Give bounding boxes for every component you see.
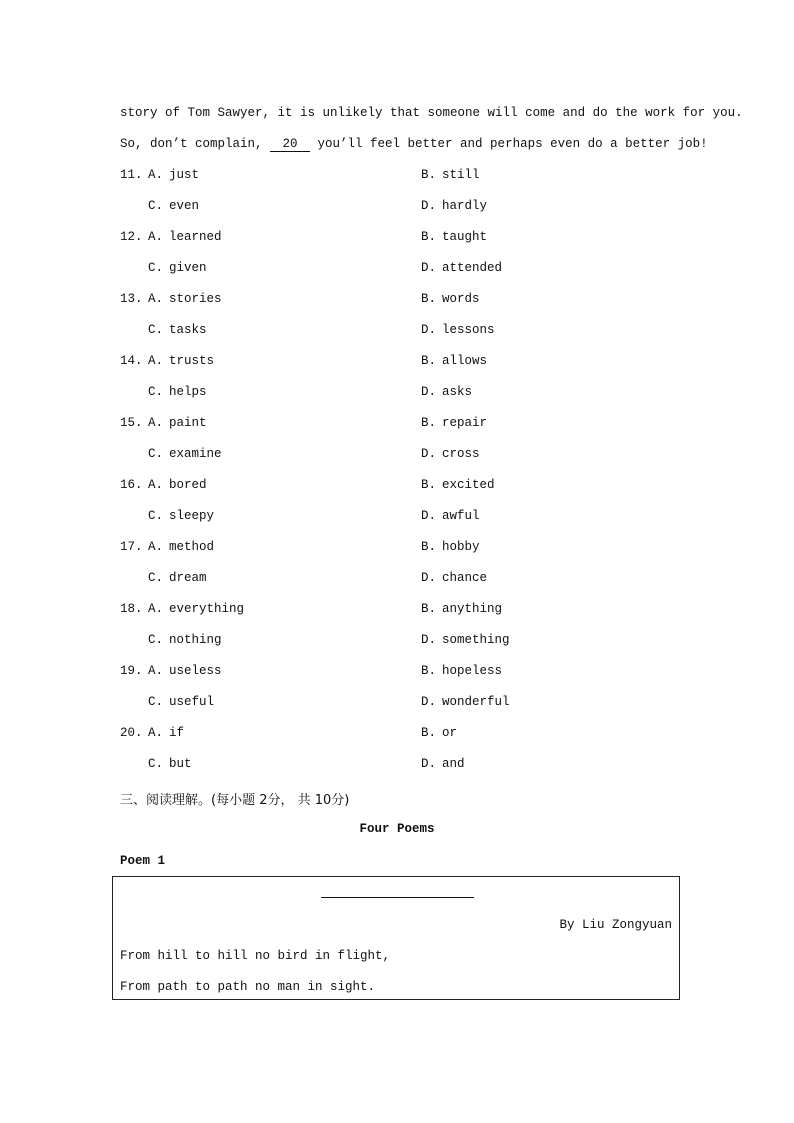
option-label: A.: [148, 602, 164, 616]
option-text: hobby: [442, 540, 480, 554]
option: [148, 166, 199, 184]
option: [148, 476, 207, 494]
option-text: stories: [169, 292, 222, 306]
question-number: 16.: [120, 478, 143, 492]
option-label: C.: [148, 199, 164, 213]
option-text: even: [169, 199, 200, 213]
option: [148, 445, 222, 463]
option: [148, 662, 222, 680]
option: [421, 414, 487, 432]
option-text: learned: [169, 230, 222, 244]
option-label: C.: [148, 323, 164, 337]
question-row: [120, 538, 690, 569]
question-row: [120, 197, 690, 228]
option-text: asks: [442, 385, 473, 399]
option: [421, 631, 510, 649]
option: [421, 197, 487, 215]
question-row: [120, 569, 690, 600]
option-text: attended: [442, 261, 503, 275]
option-label: D.: [421, 633, 437, 647]
option-label: A.: [148, 230, 164, 244]
option-text: if: [169, 726, 185, 740]
option: [421, 166, 480, 184]
option-label: A.: [148, 540, 164, 554]
option-text: something: [442, 633, 510, 647]
option-text: wonderful: [442, 695, 510, 709]
option-text: hardly: [442, 199, 488, 213]
passage-line-2: [120, 135, 708, 166]
option: [148, 507, 214, 525]
question-row: [120, 259, 690, 290]
option: [148, 414, 207, 432]
question-row: [120, 693, 690, 724]
option-text: trusts: [169, 354, 215, 368]
question-number: 13.: [120, 292, 143, 306]
option-label: D.: [421, 323, 437, 337]
question-row: [120, 755, 690, 786]
question-number: 20.: [120, 726, 143, 740]
question-row: [120, 383, 690, 414]
option: [421, 321, 495, 339]
option-text: useless: [169, 664, 222, 678]
option: [421, 290, 480, 308]
option: [148, 352, 214, 370]
option-label: B.: [421, 726, 437, 740]
option-label: B.: [421, 602, 437, 616]
option-label: B.: [421, 664, 437, 678]
option-text: awful: [442, 509, 480, 523]
poem-1-label: Poem 1: [120, 854, 166, 868]
reading-title: Four Poems: [359, 822, 435, 836]
blank-20: 20: [270, 137, 310, 152]
option-text: tasks: [169, 323, 207, 337]
option-label: B.: [421, 540, 437, 554]
option-label: D.: [421, 447, 437, 461]
passage-line-2-after: you’ll feel better and perhaps even do a better job!: [310, 137, 708, 151]
option: [421, 259, 502, 277]
option-label: D.: [421, 757, 437, 771]
option-label: A.: [148, 478, 164, 492]
question-number: 19.: [120, 664, 143, 678]
question-row: [120, 290, 690, 321]
option-text: cross: [442, 447, 480, 461]
option-text: bored: [169, 478, 207, 492]
option: [421, 445, 480, 463]
option-label: A.: [148, 354, 164, 368]
option: [148, 631, 222, 649]
question-number: 18.: [120, 602, 143, 616]
question-row: [120, 414, 690, 445]
option: [421, 352, 487, 370]
option: [148, 755, 192, 773]
option-text: paint: [169, 416, 207, 430]
option: [421, 724, 457, 742]
option: [421, 383, 472, 401]
option-text: nothing: [169, 633, 222, 647]
option-text: or: [442, 726, 458, 740]
option-label: B.: [421, 168, 437, 182]
poem-1-line-1: From hill to hill no bird in flight,: [120, 949, 391, 963]
question-row: [120, 662, 690, 693]
option-text: dream: [169, 571, 207, 585]
option-label: D.: [421, 571, 437, 585]
option: [421, 693, 510, 711]
option: [421, 755, 465, 773]
option-label: D.: [421, 385, 437, 399]
option-label: A.: [148, 726, 164, 740]
option: [148, 724, 184, 742]
option-text: chance: [442, 571, 488, 585]
question-number: 17.: [120, 540, 143, 554]
option-label: D.: [421, 509, 437, 523]
passage-and-questions: [120, 104, 743, 786]
option: [421, 569, 487, 587]
option-label: B.: [421, 230, 437, 244]
option-label: C.: [148, 571, 164, 585]
option: [421, 476, 495, 494]
section-heading: 三、阅读理解。(每小题 2分， 共 10分): [120, 793, 350, 808]
option: [148, 228, 222, 246]
option: [148, 693, 214, 711]
question-number: 11.: [120, 168, 143, 182]
question-row: [120, 321, 690, 352]
option-text: lessons: [442, 323, 495, 337]
question-row: [120, 228, 690, 259]
question-row: [120, 507, 690, 538]
option-label: B.: [421, 478, 437, 492]
question-row: [120, 631, 690, 662]
option-text: excited: [442, 478, 495, 492]
question-row: [120, 724, 690, 755]
option-label: C.: [148, 447, 164, 461]
option: [148, 259, 207, 277]
question-number: 12.: [120, 230, 143, 244]
option-text: sleepy: [169, 509, 215, 523]
option: [148, 383, 207, 401]
option-text: but: [169, 757, 192, 771]
question-number: 14.: [120, 354, 143, 368]
option-text: anything: [442, 602, 503, 616]
option-label: A.: [148, 168, 164, 182]
option-text: given: [169, 261, 207, 275]
question-row: [120, 352, 690, 383]
option-label: B.: [421, 416, 437, 430]
question-number: 15.: [120, 416, 143, 430]
option-text: everything: [169, 602, 245, 616]
question-row: [120, 445, 690, 476]
passage-line-2-before: So, don’t complain,: [120, 137, 271, 151]
poem-1-line-2: From path to path no man in sight.: [120, 980, 376, 994]
poem-1-box: [112, 876, 680, 1000]
option-label: C.: [148, 509, 164, 523]
passage-line-1: story of Tom Sawyer, it is unlikely that someone will come and do the work for you.: [120, 106, 743, 120]
question-row: [120, 600, 690, 631]
option-label: A.: [148, 292, 164, 306]
option: [148, 197, 199, 215]
option-text: taught: [442, 230, 488, 244]
option-text: words: [442, 292, 480, 306]
option-text: helps: [169, 385, 207, 399]
option-label: C.: [148, 633, 164, 647]
option: [421, 507, 480, 525]
option-label: C.: [148, 261, 164, 275]
option-label: D.: [421, 261, 437, 275]
poem-1-author: By Liu Zongyuan: [559, 918, 672, 932]
question-row: [120, 476, 690, 507]
question-row: [120, 166, 690, 197]
option: [148, 321, 207, 339]
option-label: D.: [421, 695, 437, 709]
option-text: still: [442, 168, 480, 182]
option-text: repair: [442, 416, 488, 430]
option-text: allows: [442, 354, 488, 368]
option: [421, 228, 487, 246]
option-label: C.: [148, 385, 164, 399]
option: [148, 290, 222, 308]
option-label: A.: [148, 416, 164, 430]
option-text: just: [169, 168, 200, 182]
option-text: examine: [169, 447, 222, 461]
option-label: C.: [148, 757, 164, 771]
option-label: B.: [421, 292, 437, 306]
option-label: B.: [421, 354, 437, 368]
option: [148, 538, 214, 556]
option-label: D.: [421, 199, 437, 213]
option: [148, 600, 244, 618]
option: [421, 538, 480, 556]
option-text: useful: [169, 695, 215, 709]
option: [148, 569, 207, 587]
option-label: C.: [148, 695, 164, 709]
option: [421, 662, 502, 680]
option-text: hopeless: [442, 664, 503, 678]
option-text: and: [442, 757, 465, 771]
option-label: A.: [148, 664, 164, 678]
question-list: [120, 166, 690, 786]
option: [421, 600, 502, 618]
poem-title-blank: [321, 897, 474, 898]
option-text: method: [169, 540, 215, 554]
